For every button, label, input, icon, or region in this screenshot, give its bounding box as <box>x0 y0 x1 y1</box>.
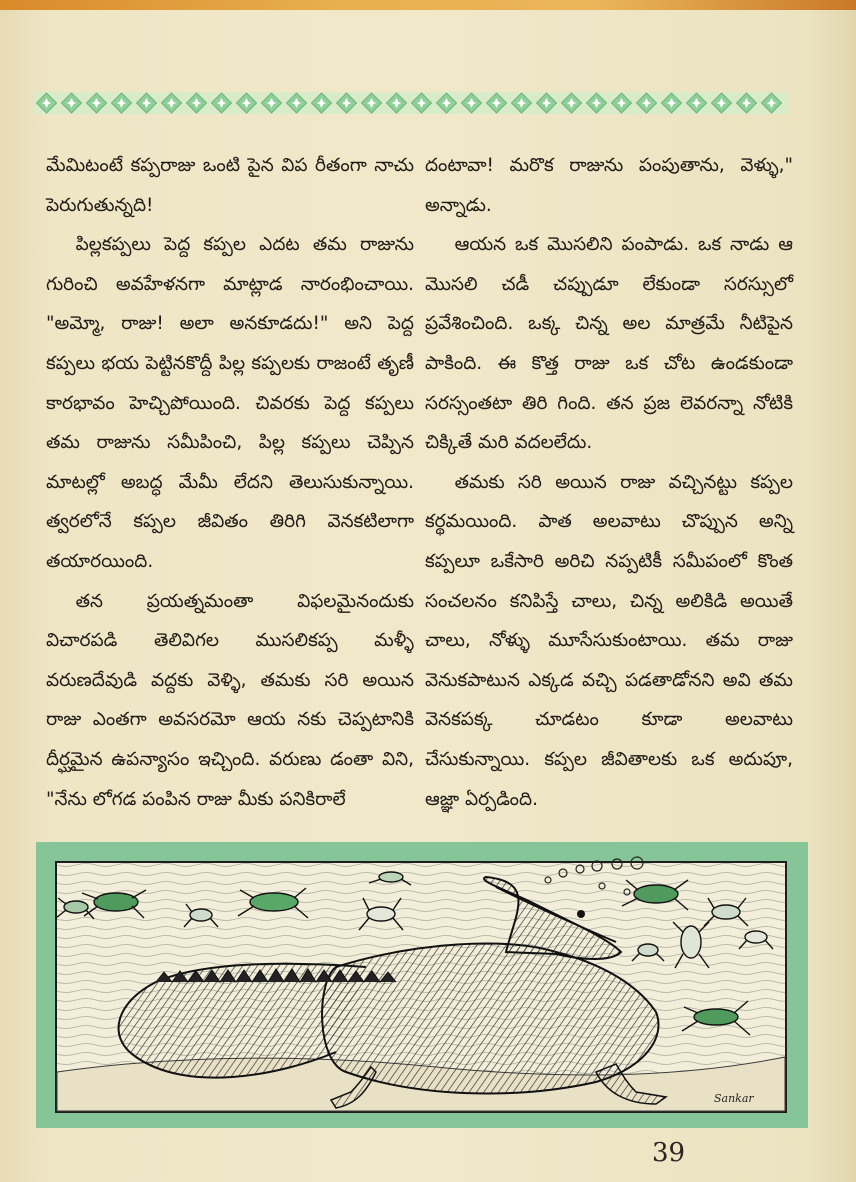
left-paragraph-3: తన ప్రయత్నమంతా విఫలమైనందుకు విచారపడి తెలివిగల ముసలికప్ప మళ్ళీ వరుణదేవుడి వద్దకు వెళ్ళి, తమకు సరి అయిన రాజు ఎంతగా అవసరమో ఆయ నకు చెప్పటానికి దీర్ఘమైన ఉపన్యాసం ఇచ్చింది. వరుణు డంతా విని, "నేను లోగడ పంపిన రాజు మీకు పనికిరాలే <box>46 590 414 810</box>
right-column <box>425 146 793 819</box>
artist-signature: Sankar <box>714 1092 754 1105</box>
crocodile-eye <box>577 910 585 918</box>
page-number: 39 <box>652 1138 686 1168</box>
decorative-border <box>34 86 788 120</box>
right-paragraph-3: తమకు సరి అయిన రాజు వచ్చినట్టు కప్పల కర్థమయింది. పాత అలవాటు చొప్పున అన్ని కప్పలూ ఒకేసారి అరిచి నప్పటికీ సమీపంలో కొంత సంచలనం కనిపిస్తే చాలు, చిన్న అలికిడి అయితే చాలు, నోళ్ళు మూసేసుకుంటాయి. తమ రాజు వెనుకపాటున ఎక్కడ వచ్చి పడతాడోనని అవి తమ వెనకపక్క చూడటం కూడా అలవాటు చేసుకున్నాయి. కప్పల జీవితాలకు ఒక అదుపూ, ఆజ్ఞా ఏర్పడింది. <box>425 471 793 810</box>
right-paragraph-2: ఆయన ఒక మొసలిని పంపాడు. ఒక నాడు ఆ మొసలి చడీ చప్పుడూ లేకుండా సరస్సులో ప్రవేశించింది. ఒక్క చిన్న అల మాత్రమే నీటిపైన పాకింది. ఈ కొత్త రాజు ఒక చోట ఉండకుండా సరస్సంతటా తిరి గింది. తన ప్రజ లెవరన్నా నోటికి చిక్కితే మరి వదలలేదు. <box>425 234 793 454</box>
crocodile-illustration <box>36 842 808 1128</box>
left-paragraph-1: మేమిటంటే కప్పరాజు ఒంటి పైన విప రీతంగా నాచు పెరుగుతున్నది! <box>46 155 414 216</box>
page-top-edge <box>0 0 856 10</box>
right-paragraph-1: దంటావా! మరొక రాజును పంపుతాను, వెళ్ళు," అన్నాడు. <box>425 155 793 216</box>
left-paragraph-2: పిల్లకప్పలు పెద్ద కప్పల ఎదట తమ రాజును గురించి అవహేళనగా మాట్లాడ నారంభించాయి. "అమ్మో, రాజు! అలా అనకూడదు!" అని పెద్ద కప్పలు భయ పెట్టినకొద్దీ పిల్ల కప్పలకు రాజంటే తృణీ కారభావం హెచ్చిపోయింది. చివరకు పెద్ద కప్పలు తమ రాజును సమీపించి, పిల్ల కప్పలు చెప్పిన మాటల్లో అబద్ధ మేమీ లేదని తెలుసుకున్నాయి. త్వరలోనే కప్పల జీవితం తిరిగి వెనకటిలాగా తయారయింది. <box>46 234 414 572</box>
illustration-drawing <box>36 842 808 1128</box>
left-column <box>46 146 414 819</box>
